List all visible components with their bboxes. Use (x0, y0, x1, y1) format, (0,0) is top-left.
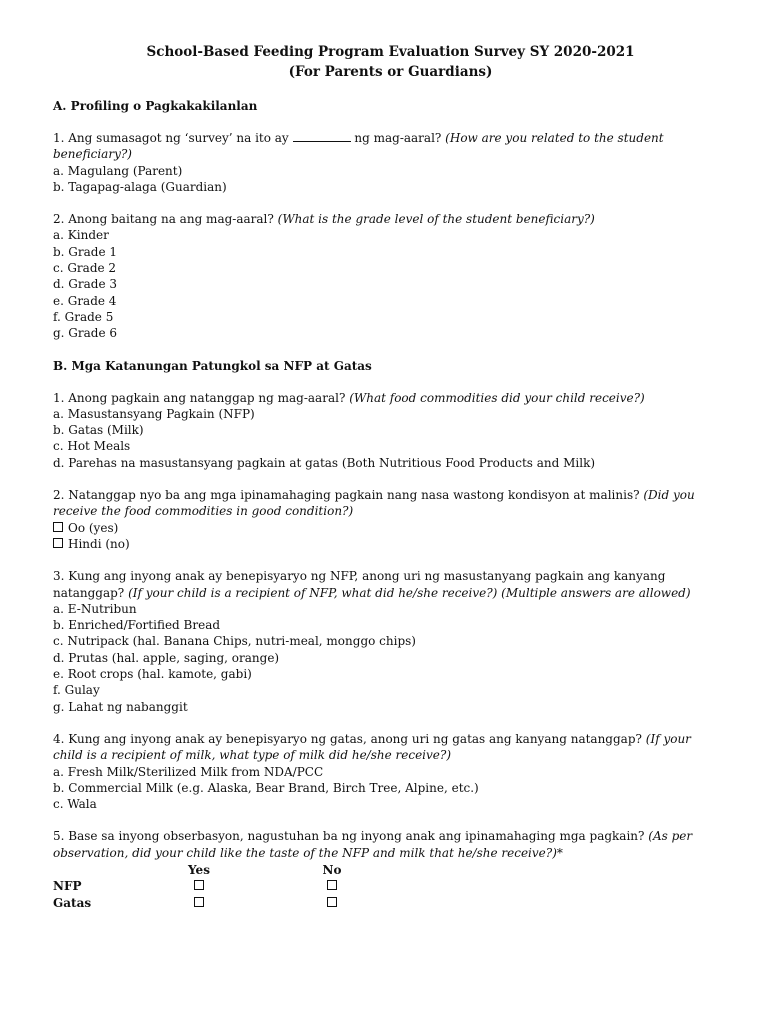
option-b3-d: d. Prutas (hal. apple, saging, orange) (53, 650, 280, 665)
option-a1-b: b. Tagapag-alaga (Guardian) (53, 179, 227, 194)
table-row (53, 895, 443, 911)
option-a2-c: c. Grade 2 (53, 261, 117, 276)
checkbox-no[interactable] (53, 538, 63, 548)
question-a1-english: (How are you related to the student beneficiary?) (53, 131, 664, 162)
question-a2 (53, 211, 708, 227)
option-b2-yes-label: Oo (yes) (68, 520, 119, 535)
option-b4-b: b. Commercial Milk (e.g. Alaska, Bear Brand, Birch Tree, Alpine, etc.) (53, 780, 479, 795)
option-a2-g: g. Grade 6 (53, 326, 118, 341)
question-a2-english: (What is the grade level of the student beneficiary?) (277, 212, 595, 227)
option-b1-b: b. Gatas (Milk) (53, 423, 144, 438)
checkbox-gatas-yes[interactable] (194, 897, 204, 907)
option-b3-a: a. E-Nutribun (53, 601, 137, 616)
table-row (53, 878, 443, 894)
row-label-nfp: NFP (53, 879, 82, 894)
option-a2-d: d. Grade 3 (53, 277, 118, 292)
option-b3-b: b. Enriched/Fortified Bread (53, 618, 221, 633)
question-b2-text: 2. Natanggap nyo ba ang mga ipinamahaging pagkain nang nasa wastong kondisyon at malinis? (53, 488, 640, 503)
question-a1-text: 1. Ang sumasagot ng ‘survey’ na ito ay (53, 131, 289, 145)
row-label-gatas: Gatas (53, 895, 92, 910)
section-b-heading: B. Mga Katanungan Patungkol sa NFP at Gatas (53, 358, 372, 373)
question-b4-text: 4. Kung ang inyong anak ay benepisyaryo ng gatas, anong uri ng gatas ang kanyang natanggap? (53, 731, 642, 746)
table-header-row (53, 862, 443, 878)
option-b1-c: c. Hot Meals (53, 439, 131, 454)
title-line-1: School-Based Feeding Program Evaluation Survey SY 2020-2021 (146, 44, 635, 60)
checkbox-yes[interactable] (53, 522, 63, 532)
question-b5 (53, 828, 708, 861)
option-b2-yes (53, 520, 708, 536)
question-b5-english: (As per observation, did your child like the taste of the NFP and milk that he/she receive?)* (53, 829, 693, 860)
question-a1-text-end: ng mag-aaral? (354, 131, 442, 145)
question-b1-text: 1. Anong pagkain ang natanggap ng mag-aaral? (53, 390, 346, 405)
option-b3-g: g. Lahat ng nabanggit (53, 699, 188, 714)
column-no: No (322, 862, 342, 877)
option-b3-f: f. Gulay (53, 683, 100, 698)
option-b4-a: a. Fresh Milk/Sterilized Milk from NDA/PCC (53, 764, 324, 779)
section-a-heading: A. Profiling o Pagkakakilanlan (53, 99, 258, 113)
answer-blank (293, 131, 351, 142)
question-b2 (53, 487, 708, 520)
option-a2-f: f. Grade 5 (53, 309, 114, 324)
question-b4-english: (If your child is a recipient of milk, what type of milk did he/she receive?) (53, 731, 691, 763)
question-b3 (53, 568, 708, 601)
option-a1-a: a. Magulang (Parent) (53, 163, 183, 178)
question-a1 (53, 130, 708, 163)
option-b4-c: c. Wala (53, 797, 97, 812)
survey-title (73, 42, 708, 82)
question-b5-table (53, 862, 443, 911)
question-b1-english: (What food commodities did your child receive?) (349, 390, 645, 405)
option-b3-c: c. Nutripack (hal. Banana Chips, nutri-meal, monggo chips) (53, 634, 416, 649)
column-yes: Yes (188, 862, 210, 877)
question-b2-english: (Did you receive the food commodities in good condition?) (53, 488, 695, 519)
question-b4 (53, 731, 708, 764)
option-b3-e: e. Root crops (hal. kamote, gabi) (53, 667, 252, 682)
title-line-2: (For Parents or Guardians) (288, 64, 493, 80)
option-b2-no-label: Hindi (no) (68, 536, 130, 551)
question-b3-text: 3. Kung ang inyong anak ay benepisyaryo ng NFP, anong uri ng masustanyang pagkain ang kanyang natanggap? (53, 569, 666, 600)
checkbox-nfp-no[interactable] (327, 880, 337, 890)
option-b1-d: d. Parehas na masustansyang pagkain at gatas (Both Nutritious Food Products and Milk) (53, 455, 596, 470)
option-b1-a: a. Masustansyang Pagkain (NFP) (53, 406, 255, 421)
option-a2-a: a. Kinder (53, 228, 109, 243)
option-b2-no (53, 536, 708, 552)
question-b3-english: (If your child is a recipient of NFP, what did he/she receive?) (Multiple answers are allowed) (128, 585, 691, 600)
option-a2-b: b. Grade 1 (53, 244, 118, 259)
question-b5-text: 5. Base sa inyong obserbasyon, nagustuhan ba ng inyong anak ang ipinamahaging mga pagkain? (53, 829, 645, 844)
question-a2-text: 2. Anong baitang na ang mag-aaral? (53, 212, 274, 227)
checkbox-gatas-no[interactable] (327, 897, 337, 907)
question-b1 (53, 390, 708, 406)
checkbox-nfp-yes[interactable] (194, 880, 204, 890)
option-a2-e: e. Grade 4 (53, 293, 117, 308)
